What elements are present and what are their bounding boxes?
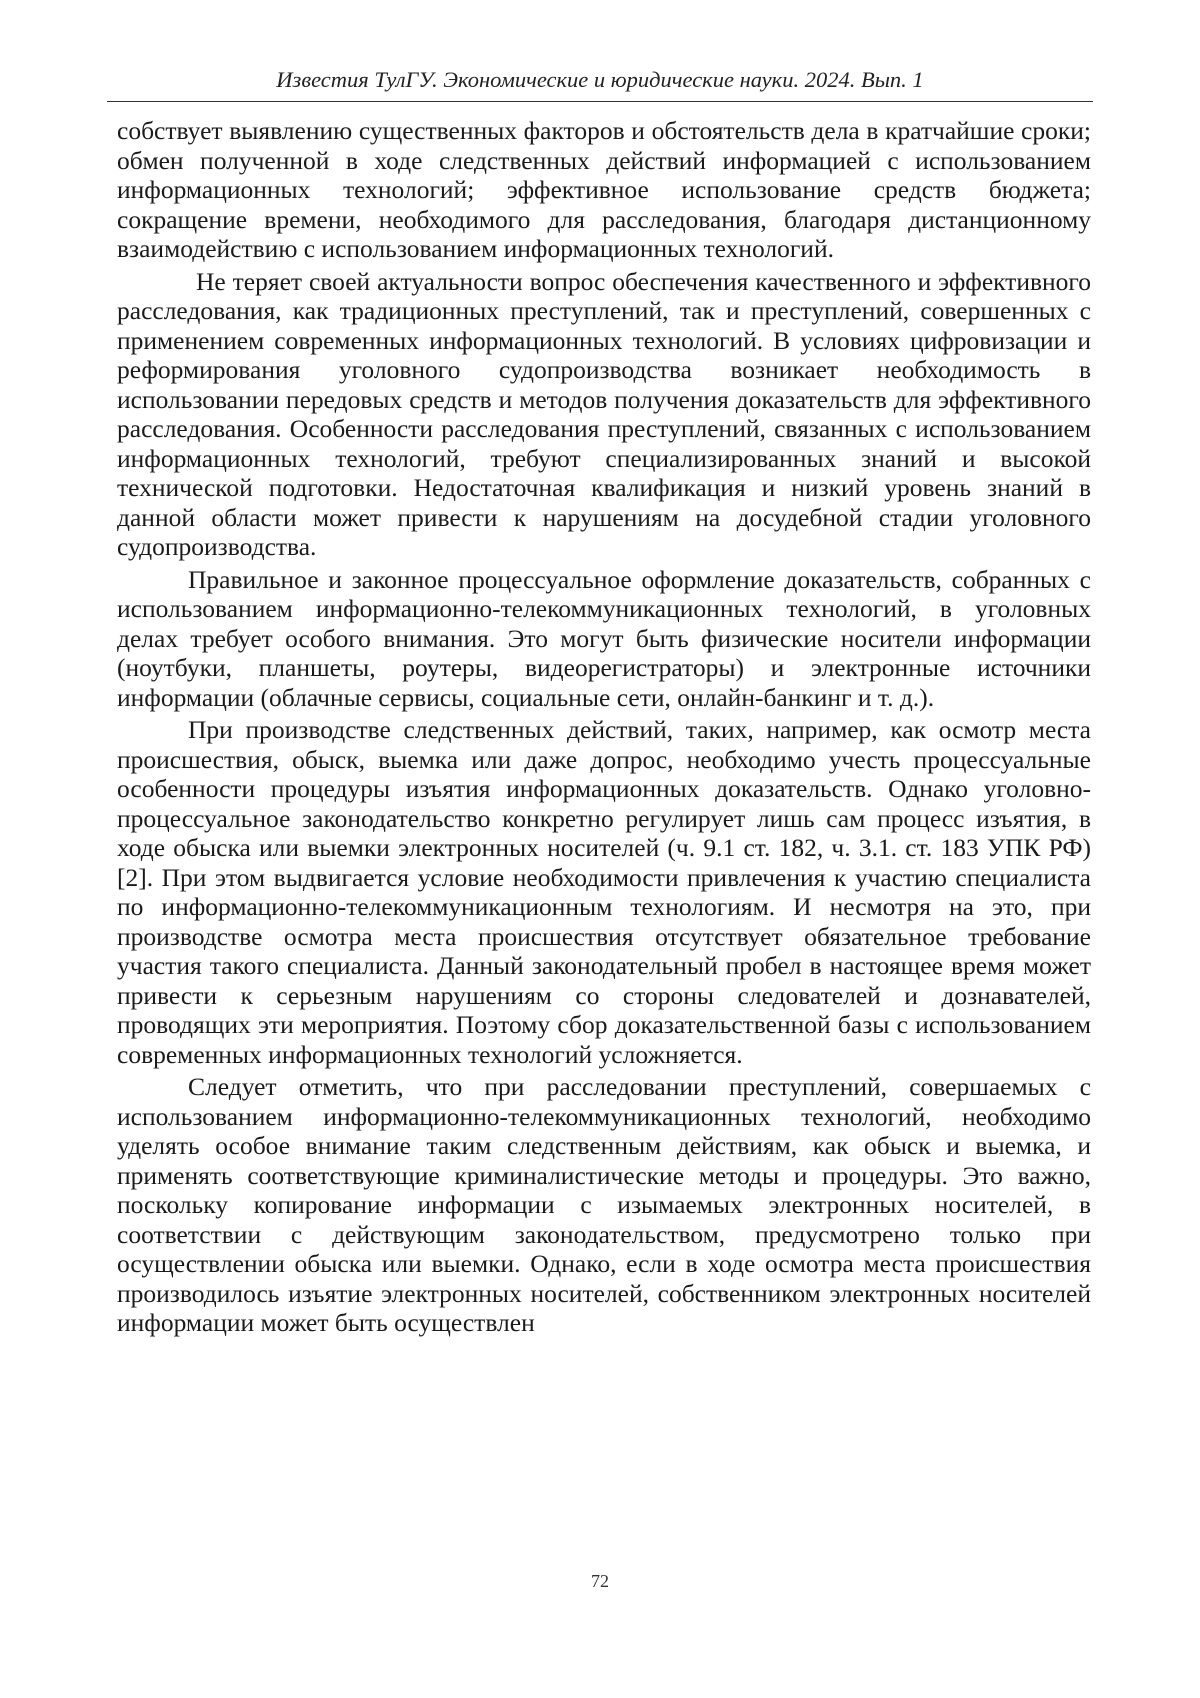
header-divider <box>107 101 1093 102</box>
running-header: Известия ТулГУ. Экономические и юридические науки. 2024. Вып. 1 <box>276 67 924 92</box>
page-number: 72 <box>591 1571 609 1591</box>
paragraph-continuation: собствует выявлению существенных факторов и обстоятельств дела в кратчайшие сроки; обмен полученной в ходе следственных действий информацией с использованием информационных технологий; эффективное использование средств бюджета; сокращение времени, необходимого для расследования, благодаря дистанционному взаимодействию с использованием информационных технологий. <box>117 116 1091 263</box>
paragraph-procedural-formalization: Правильное и законное процессуальное оформление доказательств, собранных с использованием информационно-телекоммуникационных технологий, в уголовных делах требует особого внимания. Это могут быть физические носители информации (ноутбуки, планшеты, роутеры, видеорегистраторы) и электронные источники информации (облачные сервисы, социальные сети, онлайн-банкинг и т. д.). <box>117 564 1091 712</box>
paragraph-relevance: Не теряет своей актуальности вопрос обеспечения качественного и эффективного расследования, как традиционных преступлений, так и преступлений, совершенных с применением современных информационных технологий. В условиях цифровизации и реформирования уголовного судопроизводства возникает необходимость в использовании передовых средств и методов получения доказательств для эффективного расследования. Особенности расследования преступлений, связанных с использованием информационных технологий, требуют специализированных знаний и высокой технической подготовки. Недостаточная квалификация и низкий уровень знаний в данной области может привести к нарушениям на досудебной стадии уголовного судопроизводства. <box>117 266 1091 561</box>
article-body <box>117 116 1091 1338</box>
paragraph-investigative-actions: При производстве следственных действий, таких, например, как осмотр места происшествия, обыск, выемка или даже допрос, необходимо учесть процессуальные особенности процедуры изъятия информационных доказательств. Однако уголовно-процессуальное законодательство конкретно регулирует лишь сам процесс изъятия, в ходе обыска или выемки электронных носителей (ч. 9.1 ст. 182, ч. 3.1. ст. 183 УПК РФ) [2]. При этом выдвигается условие необходимости привлечения к участию специалиста по информационно-телекоммуникационным технологиям. И несмотря на это, при производстве осмотра места происшествия отсутствует обязательное требование участия такого специалиста. Данный законодательный пробел в настоящее время может привести к серьезным нарушениям со стороны следователей и дознавателей, проводящих эти мероприятия. Поэтому сбор доказательственной базы с использованием современных информационных технологий усложняется. <box>117 715 1091 1069</box>
paragraph-search-and-seizure: Следует отметить, что при расследовании преступлений, совершаемых с использованием информационно-телекоммуникационных технологий, необходимо уделять особое внимание таким следственным действиям, как обыск и выемка, и применять соответствующие криминалистические методы и процедуры. Это важно, поскольку копирование информации с изымаемых электронных носителей, в соответствии с действующим законодательством, предусмотрено только при осуществлении обыска или выемки. Однако, если в ходе осмотра места происшествия производилось изъятие электронных носителей, собственником электронных носителей информации может быть осуществлен <box>117 1072 1091 1337</box>
